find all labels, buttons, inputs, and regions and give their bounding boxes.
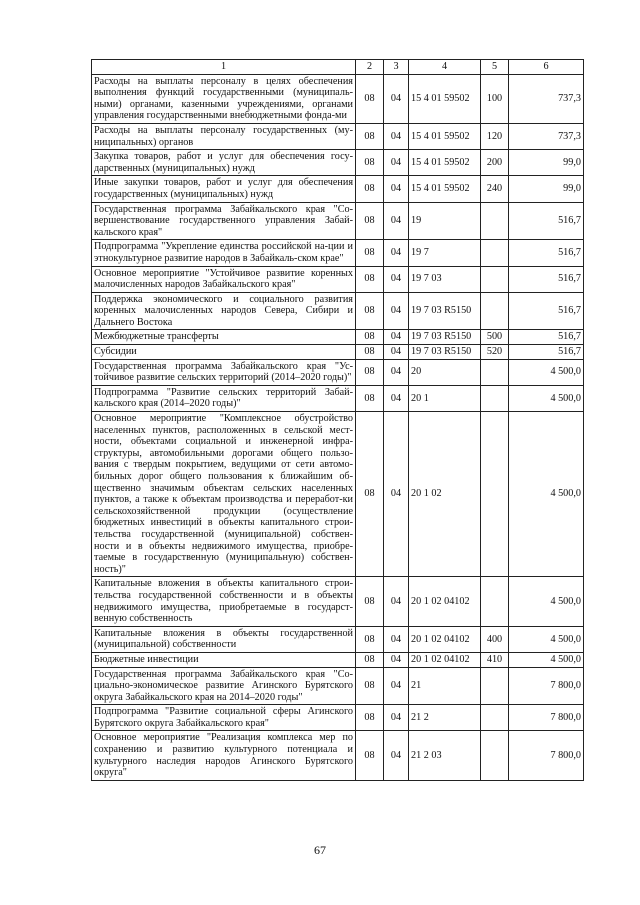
table-row: [92, 266, 584, 292]
row-target-article: 19: [409, 202, 481, 240]
row-section: 08: [356, 202, 384, 240]
row-target-article: 21 2 03: [409, 731, 481, 780]
row-target-article: 20 1 02 04102: [409, 652, 481, 667]
row-section: 08: [356, 266, 384, 292]
row-name: Подпрограмма "Развитие сельских территорий Забай-кальского края (2014–2020 годы)": [92, 385, 356, 411]
row-name: Подпрограмма "Укрепление единства российской на-ции и этнокультурное развитие народов в Забайкаль-ском крае": [92, 240, 356, 266]
row-subsection: 04: [384, 412, 409, 577]
row-name: Субсидии: [92, 345, 356, 360]
row-name: Межбюджетные трансферты: [92, 330, 356, 345]
row-subsection: 04: [384, 652, 409, 667]
table-row: [92, 359, 584, 385]
row-expense-type: [481, 667, 509, 705]
row-subsection: 04: [384, 240, 409, 266]
table-row: [92, 731, 584, 780]
row-amount: 4 500,0: [509, 577, 584, 626]
row-name: Расходы на выплаты персоналу государственных (му-ниципальных) органов: [92, 123, 356, 149]
table-row: [92, 330, 584, 345]
row-amount: 7 800,0: [509, 667, 584, 705]
row-target-article: 20 1: [409, 385, 481, 411]
table-row: [92, 626, 584, 652]
row-amount: 516,7: [509, 202, 584, 240]
row-expense-type: [481, 359, 509, 385]
row-amount: 4 500,0: [509, 652, 584, 667]
row-section: 08: [356, 74, 384, 123]
row-name: Основное мероприятие "Комплексное обустройство населенных пунктов, расположенных в сельской мест-ности, объектами социальной и инженерной инфра-структуры, автомобильными дорогами общего пользо-вания с твердым покрытием, ведущими от сети автомо-бильных дорог общего пользования к ближайшим об-щественно значимым объектам сельских населенных пунктов, а также к объектам производства и переработ-ки сельскохозяйственной продукции (осуществление бюджетных инвестиций в объекты капитального строи-тельства государственной (муниципальной) собствен-ности и в объекты недвижимого имущества, приобре-таемые в государственную (муниципальную) собствен-ность)": [92, 412, 356, 577]
row-target-article: 21: [409, 667, 481, 705]
row-expense-type: 120: [481, 123, 509, 149]
row-section: 08: [356, 240, 384, 266]
row-expense-type: 520: [481, 345, 509, 360]
row-section: 08: [356, 667, 384, 705]
row-expense-type: [481, 292, 509, 330]
row-target-article: 19 7 03: [409, 266, 481, 292]
table-row: [92, 577, 584, 626]
table-row: [92, 705, 584, 731]
row-target-article: 15 4 01 59502: [409, 176, 481, 202]
header-col-5: 5: [481, 60, 509, 75]
row-target-article: 19 7 03 R5150: [409, 292, 481, 330]
row-subsection: 04: [384, 359, 409, 385]
row-amount: 516,7: [509, 292, 584, 330]
table-row: [92, 412, 584, 577]
header-col-6: 6: [509, 60, 584, 75]
row-subsection: 04: [384, 667, 409, 705]
row-amount: 4 500,0: [509, 626, 584, 652]
row-section: 08: [356, 150, 384, 176]
row-subsection: 04: [384, 385, 409, 411]
row-expense-type: [481, 202, 509, 240]
page-number: 67: [314, 843, 326, 857]
row-subsection: 04: [384, 74, 409, 123]
row-subsection: 04: [384, 150, 409, 176]
row-target-article: 19 7: [409, 240, 481, 266]
row-subsection: 04: [384, 345, 409, 360]
row-target-article: 19 7 03 R5150: [409, 345, 481, 360]
row-subsection: 04: [384, 202, 409, 240]
table-row: [92, 176, 584, 202]
header-col-1: 1: [92, 60, 356, 75]
row-subsection: 04: [384, 731, 409, 780]
row-name: Государственная программа Забайкальского края "Со-вершенствование государственного управления Забай-кальского края": [92, 202, 356, 240]
row-section: 08: [356, 705, 384, 731]
header-col-4: 4: [409, 60, 481, 75]
row-expense-type: [481, 412, 509, 577]
table-row: [92, 292, 584, 330]
row-name: Закупка товаров, работ и услуг для обеспечения госу-дарственных (муниципальных) нужд: [92, 150, 356, 176]
row-expense-type: [481, 577, 509, 626]
row-target-article: 21 2: [409, 705, 481, 731]
row-expense-type: [481, 385, 509, 411]
budget-table: [91, 59, 584, 781]
row-name: Капитальные вложения в объекты капитального строи-тельства государственной собственности и в объекты недвижимого имущества, приобретаемые в государст-венную собственность: [92, 577, 356, 626]
row-subsection: 04: [384, 705, 409, 731]
row-name: Государственная программа Забайкальского края "Ус-тойчивое развитие сельских территорий (2014–2020 годы)": [92, 359, 356, 385]
row-name: Основное мероприятие "Реализация комплекса мер по сохранению и развитию культурного потенциала и культурного наследия народов Агинского Бурятского округа": [92, 731, 356, 780]
row-section: 08: [356, 577, 384, 626]
row-name: Основное мероприятие "Устойчивое развитие коренных малочисленных народов Забайкальского края": [92, 266, 356, 292]
table-row: [92, 240, 584, 266]
row-amount: 737,3: [509, 123, 584, 149]
row-section: 08: [356, 652, 384, 667]
row-name: Иные закупки товаров, работ и услуг для обеспечения государственных (муниципальных) нужд: [92, 176, 356, 202]
row-name: Капитальные вложения в объекты государственной (муниципальной) собственности: [92, 626, 356, 652]
row-amount: 516,7: [509, 345, 584, 360]
row-name: Государственная программа Забайкальского края "Со-циально-экономическое развитие Агинского Бурятского округа Забайкальского края на 2014–2020 годы": [92, 667, 356, 705]
row-subsection: 04: [384, 176, 409, 202]
row-section: 08: [356, 123, 384, 149]
row-section: 08: [356, 345, 384, 360]
row-section: 08: [356, 385, 384, 411]
row-target-article: 15 4 01 59502: [409, 123, 481, 149]
row-amount: 4 500,0: [509, 359, 584, 385]
row-name: Подпрограмма "Развитие социальной сферы Агинского Бурятского округа Забайкальского края": [92, 705, 356, 731]
row-subsection: 04: [384, 123, 409, 149]
row-section: 08: [356, 731, 384, 780]
row-section: 08: [356, 292, 384, 330]
row-expense-type: [481, 266, 509, 292]
table-header-row: [92, 60, 584, 75]
row-expense-type: [481, 731, 509, 780]
row-subsection: 04: [384, 292, 409, 330]
row-section: 08: [356, 176, 384, 202]
row-target-article: 20: [409, 359, 481, 385]
table-row: [92, 202, 584, 240]
table-row: [92, 667, 584, 705]
row-amount: 516,7: [509, 330, 584, 345]
row-expense-type: [481, 240, 509, 266]
row-target-article: 20 1 02 04102: [409, 577, 481, 626]
row-target-article: 20 1 02 04102: [409, 626, 481, 652]
row-amount: 737,3: [509, 74, 584, 123]
row-amount: 99,0: [509, 176, 584, 202]
row-expense-type: 100: [481, 74, 509, 123]
row-subsection: 04: [384, 266, 409, 292]
row-subsection: 04: [384, 330, 409, 345]
row-subsection: 04: [384, 626, 409, 652]
row-amount: 7 800,0: [509, 731, 584, 780]
row-amount: 99,0: [509, 150, 584, 176]
row-amount: 4 500,0: [509, 412, 584, 577]
row-section: 08: [356, 626, 384, 652]
row-expense-type: 240: [481, 176, 509, 202]
row-name: Расходы на выплаты персоналу в целях обеспечения выполнения функций государственными (муниципаль-ными) органами, казенными учреждениями, органами управления государственными внебюджетными фонда-ми: [92, 74, 356, 123]
row-expense-type: 400: [481, 626, 509, 652]
header-col-2: 2: [356, 60, 384, 75]
table-row: [92, 150, 584, 176]
row-target-article: 19 7 03 R5150: [409, 330, 481, 345]
table-row: [92, 385, 584, 411]
row-name: Бюджетные инвестиции: [92, 652, 356, 667]
table-row: [92, 345, 584, 360]
row-amount: 7 800,0: [509, 705, 584, 731]
row-amount: 516,7: [509, 266, 584, 292]
header-col-3: 3: [384, 60, 409, 75]
row-section: 08: [356, 359, 384, 385]
row-amount: 4 500,0: [509, 385, 584, 411]
row-section: 08: [356, 330, 384, 345]
row-amount: 516,7: [509, 240, 584, 266]
row-target-article: 20 1 02: [409, 412, 481, 577]
row-expense-type: 500: [481, 330, 509, 345]
table-body: [92, 74, 584, 780]
row-section: 08: [356, 412, 384, 577]
table-row: [92, 74, 584, 123]
row-target-article: 15 4 01 59502: [409, 150, 481, 176]
table-row: [92, 123, 584, 149]
row-expense-type: 410: [481, 652, 509, 667]
row-subsection: 04: [384, 577, 409, 626]
table-row: [92, 652, 584, 667]
row-target-article: 15 4 01 59502: [409, 74, 481, 123]
row-expense-type: [481, 705, 509, 731]
row-name: Поддержка экономического и социального развития коренных малочисленных народов Севера, Сибири и Дальнего Востока: [92, 292, 356, 330]
row-expense-type: 200: [481, 150, 509, 176]
